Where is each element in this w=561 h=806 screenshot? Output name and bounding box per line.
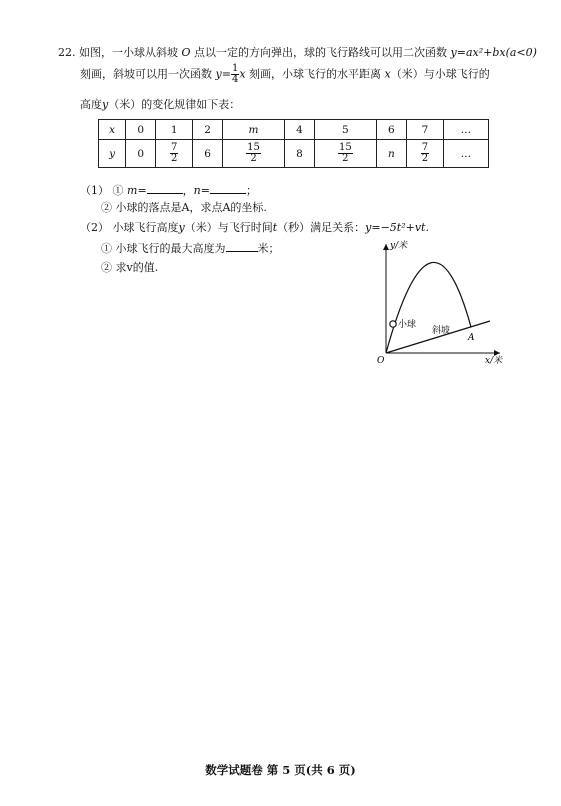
quadratic-equation: y=ax²+bx(a<0) [450, 46, 537, 59]
problem-text: 如图，一小球从斜坡 [79, 46, 178, 59]
table-cell [407, 140, 444, 168]
part1-q2-text: 小球的落点是A，求点A的坐标. [115, 201, 267, 214]
slope-label: 斜坡 [432, 326, 451, 336]
fraction-value: $\frac{7}{2}$ [171, 142, 178, 164]
variable-m: m [127, 184, 138, 197]
table-cell: n [376, 140, 406, 168]
table-cell: 4 [284, 120, 314, 140]
data-table [98, 119, 489, 168]
point-a-label: A [468, 333, 475, 343]
problem-text: （米）与小球飞行的 [390, 67, 490, 81]
equals-sign: = [200, 184, 210, 197]
circle-number-2: ② [101, 201, 112, 214]
table-cell: 8 [284, 140, 314, 168]
part2-text: 小球飞行高度 [112, 221, 179, 234]
table-cell: 6 [193, 140, 223, 168]
ball-label: 小球 [398, 320, 417, 330]
table-cell: … [443, 120, 488, 140]
variable-n: n [193, 184, 201, 197]
unit-meter: 米； [257, 242, 280, 255]
table-cell: 7 [407, 120, 444, 140]
table-cell [156, 140, 193, 168]
problem-text: 刻画，小球飞行的水平距离 [249, 67, 382, 81]
table-cell: 1 [156, 120, 193, 140]
table-cell: 5 [314, 120, 376, 140]
ball-icon [390, 321, 396, 327]
trajectory-figure [360, 232, 520, 372]
x-axis-label: x/米 [485, 356, 503, 366]
table-cell: 2 [193, 120, 223, 140]
fraction-one-quarter: $\frac{1}{4}$ [231, 63, 239, 85]
variable-y: y [102, 98, 109, 111]
fraction-value: $\frac{7}{2}$ [421, 142, 429, 164]
answer-blank-m[interactable] [147, 193, 183, 194]
problem-number: 22. [58, 46, 76, 59]
problem-statement-line-1 [58, 44, 537, 60]
variable-t: t [272, 221, 278, 234]
part1-label: （1） [80, 184, 109, 197]
table-cell [314, 140, 376, 168]
table-cell: … [443, 140, 488, 168]
table-row-y [99, 140, 489, 168]
problem-statement-line-2 [80, 64, 490, 85]
part1-q1 [80, 182, 257, 198]
part2-q1 [101, 240, 280, 256]
problem-text: 点以一定的方向弹出，球的飞行路线可以用二次函数 [194, 46, 448, 59]
problem-text: （米）的变化规律如下表： [108, 98, 241, 111]
linear-equation-lhs: y= [215, 67, 231, 81]
answer-blank-n[interactable] [210, 193, 246, 194]
point-o: O [181, 46, 191, 59]
part2-q1-text: 小球飞行的最大高度为 [115, 242, 226, 255]
table-cell: 0 [126, 120, 156, 140]
table-cell [223, 140, 285, 168]
semicolon: ； [245, 184, 257, 197]
circle-number-1: ① [101, 242, 112, 255]
variable-y: y [178, 221, 185, 234]
origin-label: O [377, 356, 385, 366]
part1-q2 [101, 199, 267, 215]
linear-equation-x: x [239, 67, 246, 81]
fraction-value: $\frac{15}{2}$ [247, 142, 260, 164]
table-cell: m [223, 120, 285, 140]
table-cell: 6 [376, 120, 406, 140]
table-row-x [99, 120, 489, 140]
equals-sign: = [137, 184, 147, 197]
part2-text: （秒）满足关系： [277, 221, 366, 234]
time-equation: y=−5t²+vt. [365, 221, 429, 234]
circle-number-1: ① [112, 184, 124, 197]
table-header-y: y [99, 140, 126, 168]
part2-q2 [101, 259, 158, 275]
problem-text: 刻画，斜坡可以用一次函数 [80, 67, 212, 81]
part2-text: （米）与飞行时间 [184, 221, 273, 234]
table-cell: 0 [126, 140, 156, 168]
table-header-x: x [99, 120, 126, 140]
page-footer: 数学试题卷 第 5 页(共 6 页) [205, 763, 356, 777]
part2-q2-text: 求v的值. [115, 261, 159, 274]
problem-text: 高度 [80, 98, 102, 111]
problem-statement-line-3 [80, 96, 240, 112]
fraction-value: $\frac{15}{2}$ [338, 142, 352, 164]
part2-label: （2） [80, 221, 109, 234]
variable-x: x [384, 67, 391, 81]
answer-blank-max-height[interactable] [226, 251, 258, 252]
y-axis-label: y/米 [390, 241, 408, 251]
comma: ， [182, 184, 194, 197]
circle-number-2: ② [101, 261, 112, 274]
